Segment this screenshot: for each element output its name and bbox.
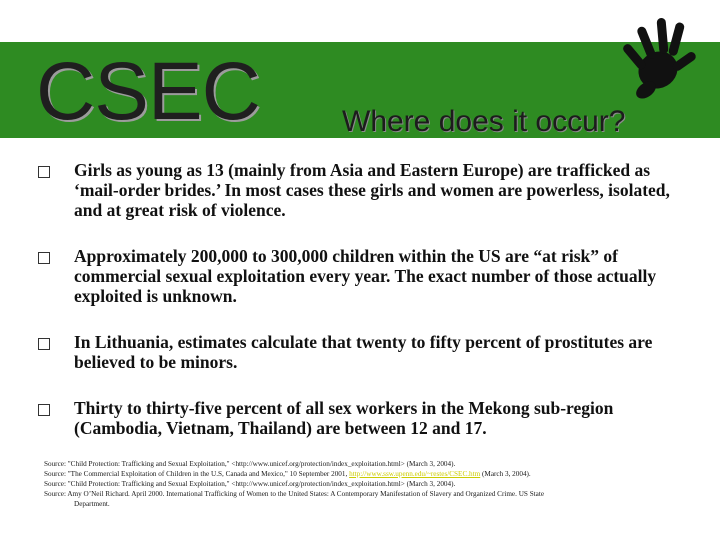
checkbox-bullet-icon <box>38 404 50 416</box>
source-link[interactable]: http://www.ssw.upenn.edu/~restes/CSEC.htm <box>349 470 481 478</box>
bullet-text: Approximately 200,000 to 300,000 children within the US are “at risk” of commercial sexual exploitation every year. The exact number of those actually exploited is unknown. <box>74 246 657 306</box>
checkbox-bullet-icon <box>38 166 50 178</box>
checkbox-bullet-icon <box>38 338 50 350</box>
sources-block <box>44 459 694 509</box>
handprint-icon <box>606 8 710 112</box>
source-line: Source: "Child Protection: Trafficking and Sexual Exploitation," <http://www.unicef.org/protection/index_exploitation.html> (March 3, 2004). <box>44 460 456 468</box>
list-item <box>38 398 688 438</box>
list-item <box>38 246 688 306</box>
source-text: (March 3, 2004). <box>480 470 531 478</box>
bullet-text: Thirty to thirty-five percent of all sex workers in the Mekong sub-region (Cambodia, Vietnam, Thailand) are between 12 and 17. <box>74 398 614 438</box>
source-text: Source: Amy O’Neil Richard. April 2000. International Trafficking of Women to the United States: A Contemporary Manifestation of Slavery and Organized Crime. US State <box>44 490 545 498</box>
bullet-text: Girls as young as 13 (mainly from Asia and Eastern Europe) are trafficked as ‘mail-order brides.’ In most cases these girls and women are powerless, isolated, and at great risk of violence. <box>74 160 670 220</box>
source-line <box>44 469 694 479</box>
source-line: Source: "Child Protection: Trafficking and Sexual Exploitation," <http://www.unicef.org/protection/index_exploitation.html> (March 3, 2004). <box>44 480 456 488</box>
bullet-list <box>38 160 688 464</box>
source-text: Department. <box>74 500 110 508</box>
source-text: Source: "The Commercial Exploitation of Children in the U.S, Canada and Mexico," 10 September 2001, <box>44 470 350 478</box>
list-item <box>38 160 688 220</box>
source-line <box>44 489 694 509</box>
list-item <box>38 332 688 372</box>
page-subtitle: Where does it occur? <box>342 105 626 138</box>
page-title: CSEC <box>36 46 260 137</box>
bullet-text: In Lithuania, estimates calculate that twenty to fifty percent of prostitutes are believed to be minors. <box>74 332 653 372</box>
checkbox-bullet-icon <box>38 252 50 264</box>
